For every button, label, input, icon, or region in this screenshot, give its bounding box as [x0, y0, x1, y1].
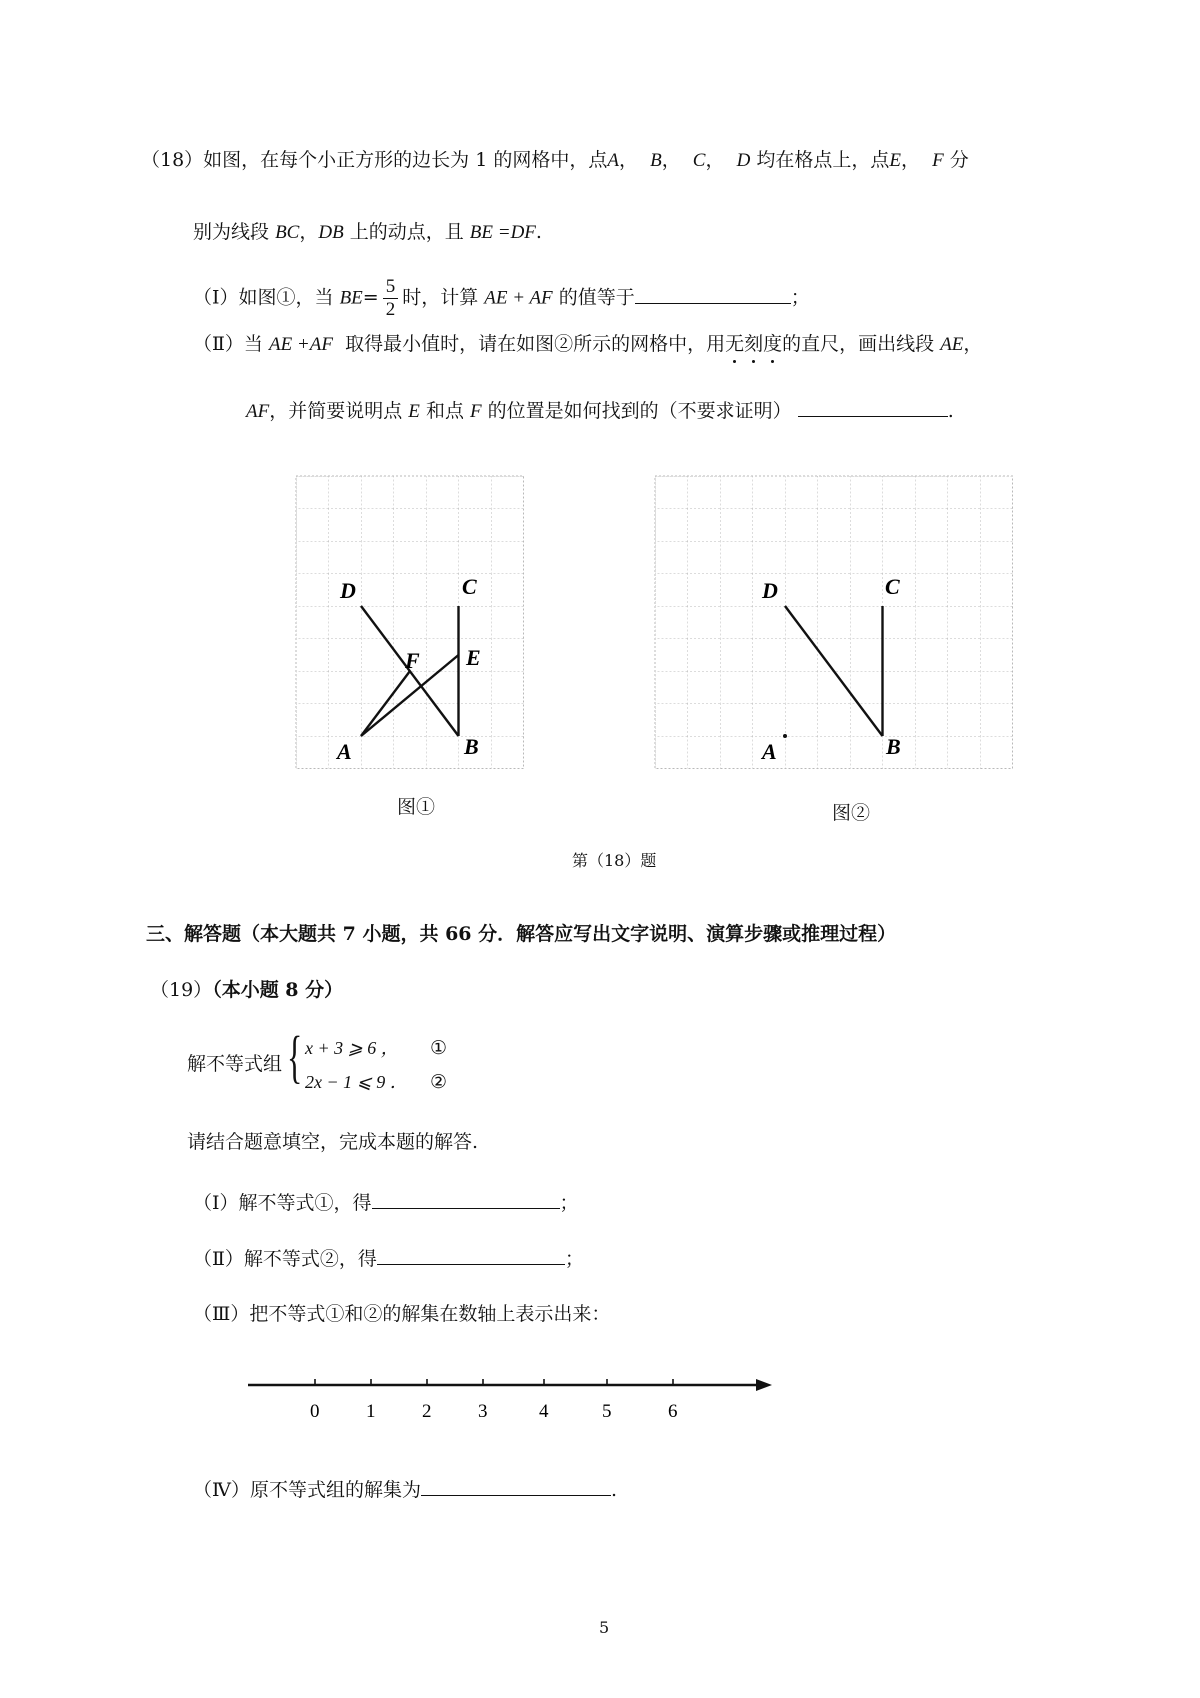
figure-2 [655, 476, 1013, 769]
q19-step3: （Ⅲ）把不等式①和②的解集在数轴上表示出来： [193, 1303, 611, 1325]
q19-step2-end: ； [564, 1248, 584, 1270]
q19-system-label: 解不等式组 [187, 1053, 283, 1075]
axis-tick-label: 0 [310, 1401, 320, 1422]
page-number: 5 [599, 1618, 610, 1637]
q18-point-f: F [932, 150, 944, 171]
label-b: B [886, 734, 901, 759]
q18-part2-expr: AE +AF [268, 334, 333, 355]
q18-part1-equals: = [362, 286, 379, 309]
q18-point-a: A [607, 150, 619, 171]
q19-points: （本小题 8 分） [212, 979, 344, 1001]
q18-figures [0, 470, 1200, 890]
q18-part1-text: 时，计算 [402, 286, 479, 309]
q19-step1 [193, 1186, 579, 1217]
q18-point-c: C [692, 150, 706, 171]
q19-instruction: 请结合题意填空，完成本题的解答. [187, 1131, 479, 1153]
q18-part1-expr: AE + AF [484, 287, 553, 309]
q18-sep: ， [901, 149, 921, 171]
q18-sep: ， [661, 149, 681, 171]
q19-title [150, 976, 343, 1004]
label-c: C [885, 574, 900, 599]
q18-part3-end: . [947, 400, 954, 422]
q18-part2-label: （Ⅱ）当 [193, 333, 263, 355]
point-f: F [470, 401, 482, 422]
q18-sep: ， [618, 149, 638, 171]
q19-step4-text: （Ⅳ）原不等式组的解集为 [193, 1479, 421, 1501]
segment-af: AF [246, 401, 270, 422]
point-e: E [408, 401, 420, 422]
q19-inequality-1-mark: ① [430, 1037, 448, 1059]
q18-period: . [535, 221, 542, 243]
axis-tick-label: 1 [366, 1401, 376, 1422]
figure-1-caption: 图① [397, 796, 436, 818]
q18-part1-be: BE [339, 287, 363, 309]
q18-part2-text: 的直尺，画出线段 [782, 333, 935, 355]
grid-1 [296, 476, 524, 769]
fraction-numerator: 5 [383, 276, 399, 299]
label-d: D [340, 578, 356, 603]
figure-2-caption: 图② [832, 802, 871, 824]
q19-step1-end: ； [559, 1192, 579, 1214]
q18-intro-part2: 均在格点上，点 [756, 149, 890, 171]
q19-step2-answer-blank[interactable] [377, 1242, 565, 1265]
label-d: D [762, 578, 778, 603]
q18-part1-tail: 的值等于 [558, 286, 635, 309]
q18-line2-text: 上的动点，且 [349, 221, 464, 243]
label-a: A [337, 739, 352, 764]
q18-part3-text: 的位置是如何找到的（不要求证明） [487, 400, 792, 422]
q18-sep: ， [705, 149, 725, 171]
q19-inequality-2: 2x − 1 ⩽ 9 ． [305, 1072, 408, 1092]
axis-tick-label: 2 [422, 1401, 432, 1422]
q18-part2-answer-blank[interactable] [798, 394, 948, 417]
fraction-five-halves [383, 276, 399, 321]
q18-comma: ， [963, 333, 983, 355]
q19-inequality-2-mark: ② [430, 1071, 448, 1093]
q18-intro-part3: 分 [949, 149, 969, 171]
emphasis-char: 度 [763, 333, 783, 355]
label-a: A [762, 739, 777, 764]
q18-comma: ， [299, 221, 319, 243]
q18-part1-end: ； [790, 286, 810, 309]
q19-step1-answer-blank[interactable] [372, 1186, 560, 1209]
label-e: E [466, 645, 481, 670]
q18-point-d: D [736, 150, 751, 171]
q18-part2 [193, 330, 982, 359]
q19-step4 [193, 1473, 617, 1504]
q18-line2 [193, 218, 542, 247]
segment-db: DB [318, 222, 344, 243]
q18-part1 [193, 276, 810, 321]
q19-step2-text: （Ⅱ）解不等式②，得 [193, 1248, 377, 1270]
q18-part3 [246, 394, 954, 426]
number-line[interactable] [240, 1375, 800, 1435]
axis-tick-label: 6 [668, 1401, 678, 1422]
q18-point-b: B [650, 150, 662, 171]
q18-intro [141, 146, 969, 175]
grid-2[interactable] [655, 476, 1013, 769]
point-a-dot [783, 734, 787, 738]
q19-step1-text: （Ⅰ）解不等式①，得 [193, 1192, 372, 1214]
q18-part3-text: 和点 [425, 400, 464, 422]
axis-arrow-icon [756, 1379, 772, 1391]
q18-condition: BE =DF [469, 222, 536, 243]
label-c: C [462, 574, 477, 599]
q18-part1-answer-blank[interactable] [635, 281, 791, 304]
q19-step4-end: . [610, 1479, 618, 1501]
q18-intro-part1: （18）如图，在每个小正方形的边长为 1 的网格中，点 [141, 149, 608, 171]
axis-tick-label: 5 [602, 1401, 612, 1422]
label-f: F [405, 648, 420, 673]
q19-number: （19） [150, 979, 213, 1001]
q18-part3-text: ，并简要说明点 [269, 400, 403, 422]
q18-point-e: E [889, 150, 901, 171]
figure-title: 第（18）题 [572, 851, 657, 870]
axis-tick-label: 4 [539, 1401, 549, 1422]
label-b: B [464, 734, 479, 759]
segment-bc: BC [275, 222, 300, 243]
section-3-heading: 三、解答题（本大题共 7 小题，共 66 分．解答应写出文字说明、演算步骤或推理过程） [146, 923, 897, 945]
segment-ae: AE [940, 334, 964, 355]
figure-1 [296, 476, 524, 769]
emphasis-char: 刻 [744, 333, 764, 355]
q18-part1-label: （Ⅰ）如图①，当 [193, 286, 334, 309]
q18-part2-text: 取得最小值时，请在如图②所示的网格中，用 [345, 333, 726, 355]
q18-line2-text: 别为线段 [193, 221, 270, 243]
emphasis-char: 无 [725, 333, 745, 355]
axis-tick-label: 3 [478, 1401, 488, 1422]
fraction-denominator: 2 [385, 299, 396, 320]
q19-inequality-1: x + 3 ⩾ 6 ， [305, 1038, 399, 1058]
q19-step2 [193, 1242, 584, 1273]
q19-step4-answer-blank[interactable] [421, 1473, 611, 1496]
system-brace: { [287, 1024, 303, 1089]
